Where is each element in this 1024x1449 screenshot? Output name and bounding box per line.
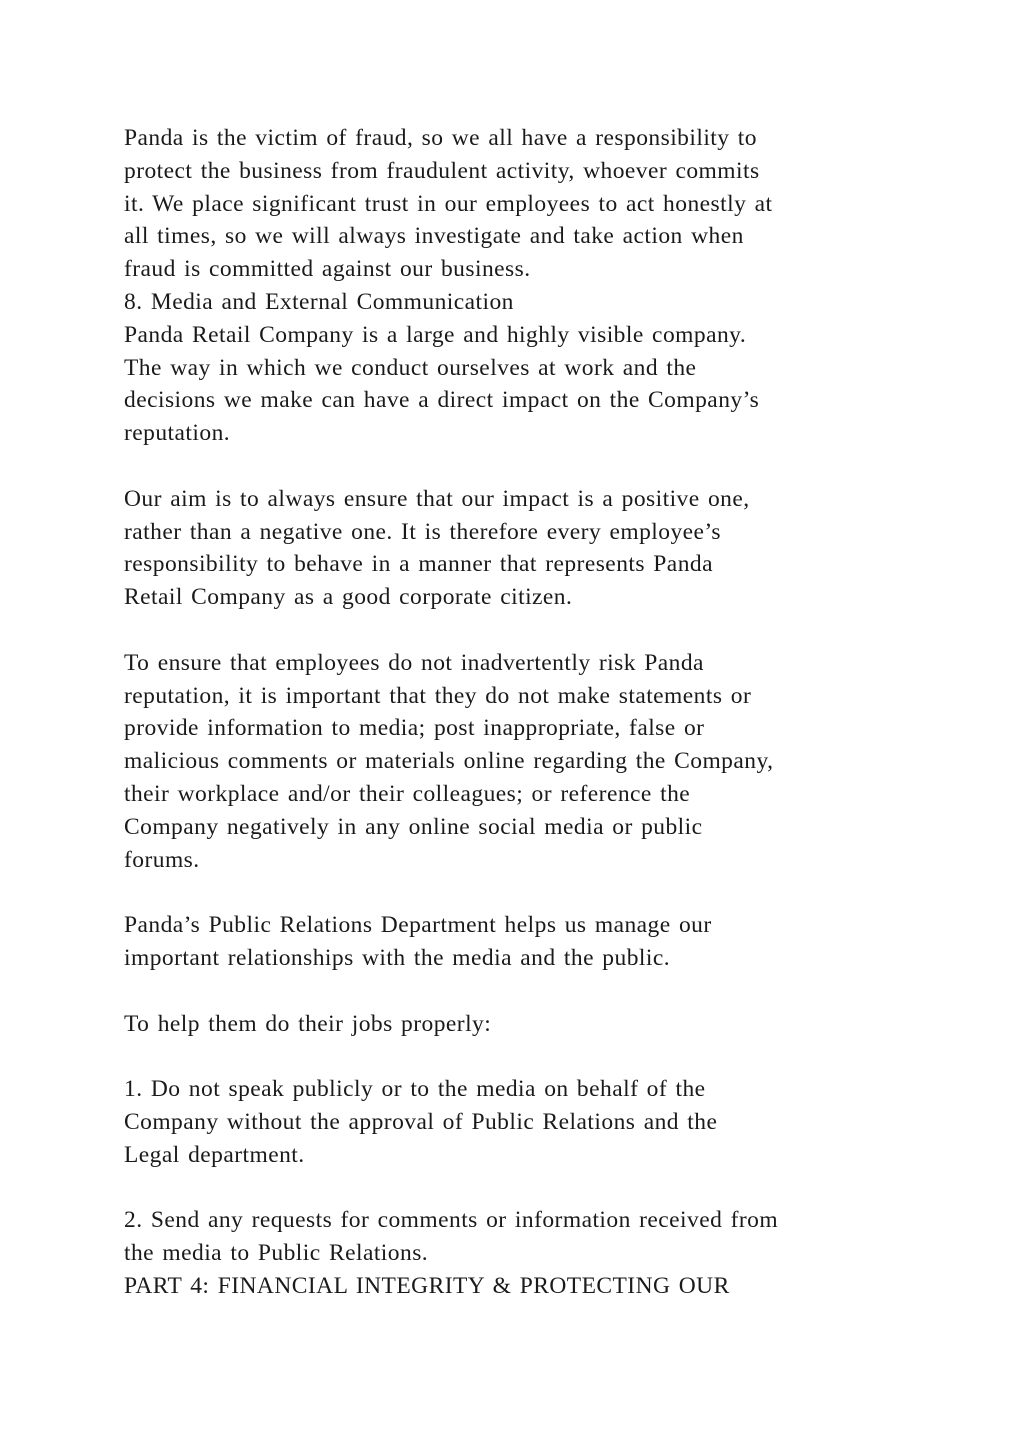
rule-1 xyxy=(124,1073,914,1171)
aim-paragraph xyxy=(124,483,914,614)
text-line: it. We place significant trust in our employees to act honestly at xyxy=(124,190,773,217)
visibility-paragraph xyxy=(124,319,914,450)
paragraph-spacer xyxy=(124,450,914,483)
text-line: Company negatively in any online social media or public xyxy=(124,813,703,840)
paragraph-spacer xyxy=(124,1172,914,1205)
fraud-paragraph xyxy=(124,122,914,286)
text-line: forums. xyxy=(124,846,200,873)
paragraph-spacer xyxy=(124,975,914,1008)
text-line: To ensure that employees do not inadvertently risk Panda xyxy=(124,649,704,676)
text-line: Company without the approval of Public Relations and the xyxy=(124,1108,718,1135)
text-line: provide information to media; post inappropriate, false or xyxy=(124,715,705,742)
help-paragraph xyxy=(124,1008,914,1041)
rule-2 xyxy=(124,1204,914,1270)
text-line: The way in which we conduct ourselves at work and the xyxy=(124,354,697,381)
text-line: Retail Company as a good corporate citizen. xyxy=(124,584,573,611)
text-line: responsibility to behave in a manner that represents Panda xyxy=(124,551,713,578)
text-line: important relationships with the media and the public. xyxy=(124,944,671,971)
text-line: their workplace and/or their colleagues; or reference the xyxy=(124,780,691,807)
text-line: Our aim is to always ensure that our impact is a positive one, xyxy=(124,485,750,512)
text-line: decisions we make can have a direct impact on the Company’s xyxy=(124,387,760,414)
part-heading xyxy=(124,1270,914,1303)
part-heading-text: PART 4: FINANCIAL INTEGRITY & PROTECTING OUR xyxy=(124,1272,730,1299)
section-heading xyxy=(124,286,914,319)
paragraph-spacer xyxy=(124,614,914,647)
paragraph-spacer xyxy=(124,876,914,909)
pr-paragraph xyxy=(124,909,914,975)
document-page xyxy=(124,122,914,1303)
section-heading-text: 8. Media and External Communication xyxy=(124,288,514,315)
text-line: all times, so we will always investigate and take action when xyxy=(124,223,744,250)
text-line: 1. Do not speak publicly or to the media on behalf of the xyxy=(124,1076,706,1103)
text-line: To help them do their jobs properly: xyxy=(124,1010,492,1037)
text-line: Panda’s Public Relations Department helps us manage our xyxy=(124,912,712,939)
text-line: the media to Public Relations. xyxy=(124,1240,429,1267)
risk-paragraph xyxy=(124,647,914,877)
text-line: reputation. xyxy=(124,420,231,447)
text-line: Legal department. xyxy=(124,1141,305,1168)
text-line: protect the business from fraudulent activity, whoever commits xyxy=(124,157,760,184)
text-line: fraud is committed against our business. xyxy=(124,256,531,283)
text-line: malicious comments or materials online regarding the Company, xyxy=(124,748,774,775)
text-line: reputation, it is important that they do not make statements or xyxy=(124,682,752,709)
text-line: rather than a negative one. It is therefore every employee’s xyxy=(124,518,721,545)
paragraph-spacer xyxy=(124,1040,914,1073)
text-line: Panda Retail Company is a large and highly visible company. xyxy=(124,321,747,348)
text-line: Panda is the victim of fraud, so we all have a responsibility to xyxy=(124,125,757,151)
text-line: 2. Send any requests for comments or information received from xyxy=(124,1207,779,1234)
